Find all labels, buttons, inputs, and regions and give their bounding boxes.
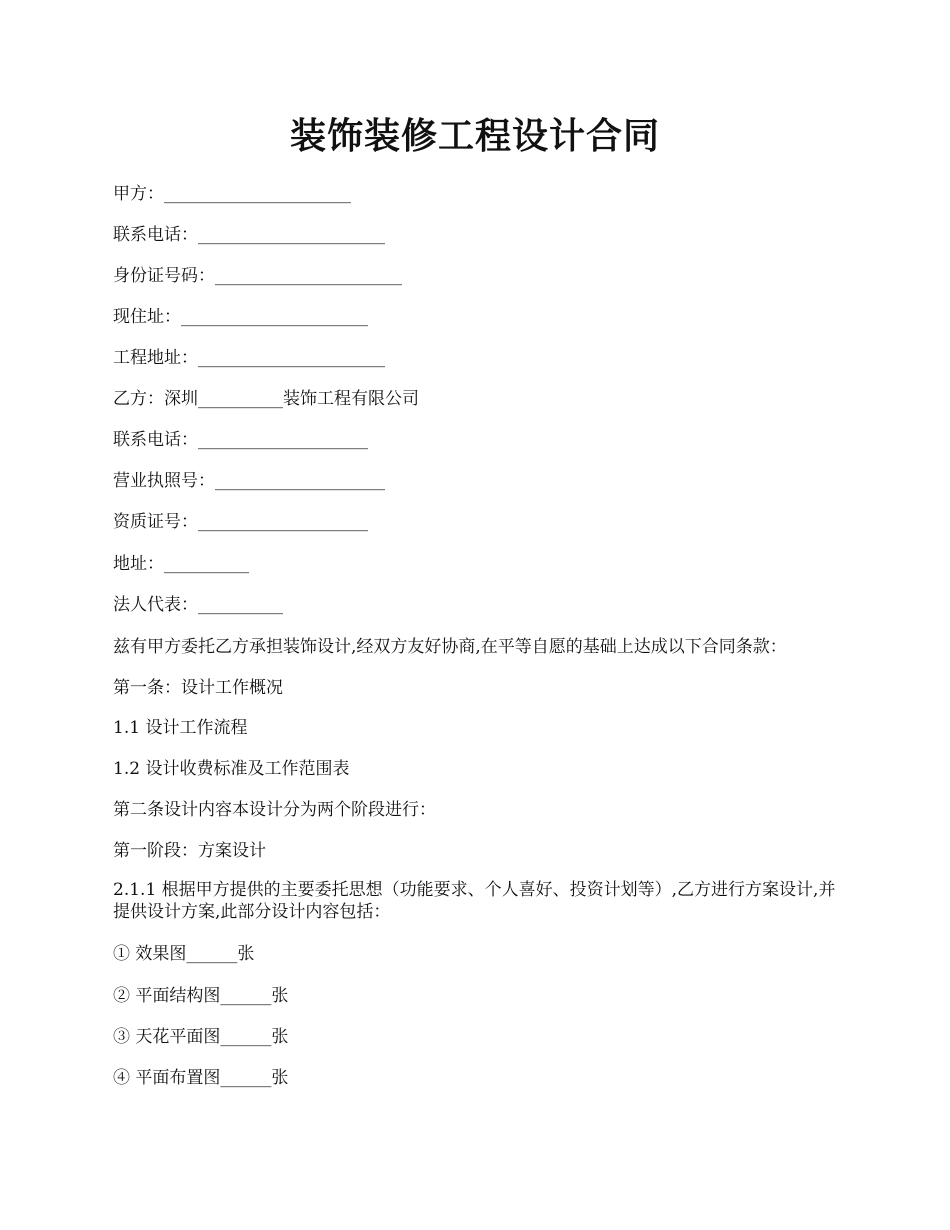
preamble-paragraph: 兹有甲方委托乙方承担装饰设计,经双方友好协商,在平等自愿的基础上达成以下合同条款： <box>113 637 787 657</box>
party-a-phone-line: 联系电话：______________________ <box>113 225 385 245</box>
document-title: 装饰装修工程设计合同 <box>289 115 660 157</box>
drawing-item-2: ② 平面结构图______张 <box>113 986 289 1006</box>
party-a-address-line: 现住址：______________________ <box>113 307 368 327</box>
stage-one-heading: 第一阶段：方案设计 <box>113 841 266 861</box>
business-license-line: 营业执照号：____________________ <box>113 471 385 491</box>
party-a-name-line: 甲方：______________________ <box>113 184 351 204</box>
drawing-item-1: ① 效果图______张 <box>113 944 255 964</box>
drawing-item-4: ④ 平面布置图______张 <box>113 1068 289 1088</box>
party-a-id-number-line: 身份证号码：______________________ <box>113 266 402 286</box>
article-two-heading: 第二条设计内容本设计分为两个阶段进行： <box>113 800 436 820</box>
qualification-number-line: 资质证号：____________________ <box>113 512 368 532</box>
legal-representative-line: 法人代表：__________ <box>113 595 283 615</box>
party-b-address-line: 地址：__________ <box>113 554 249 574</box>
party-b-name-line: 乙方：深圳__________装饰工程有限公司 <box>113 389 419 409</box>
clause-1-1: 1.1 设计工作流程 <box>113 718 248 738</box>
clause-1-2: 1.2 设计收费标准及工作范围表 <box>113 759 350 779</box>
project-address-line: 工程地址：______________________ <box>113 348 385 368</box>
article-one-heading: 第一条：设计工作概况 <box>113 678 283 698</box>
party-b-phone-line: 联系电话：____________________ <box>113 430 368 450</box>
clause-2-1-1-paragraph: 2.1.1 根据甲方提供的主要委托思想（功能要求、个人喜好、投资计划等）,乙方进行方案设计,并提供设计方案,此部分设计内容包括： <box>113 880 836 922</box>
drawing-item-3: ③ 天花平面图______张 <box>113 1027 289 1047</box>
